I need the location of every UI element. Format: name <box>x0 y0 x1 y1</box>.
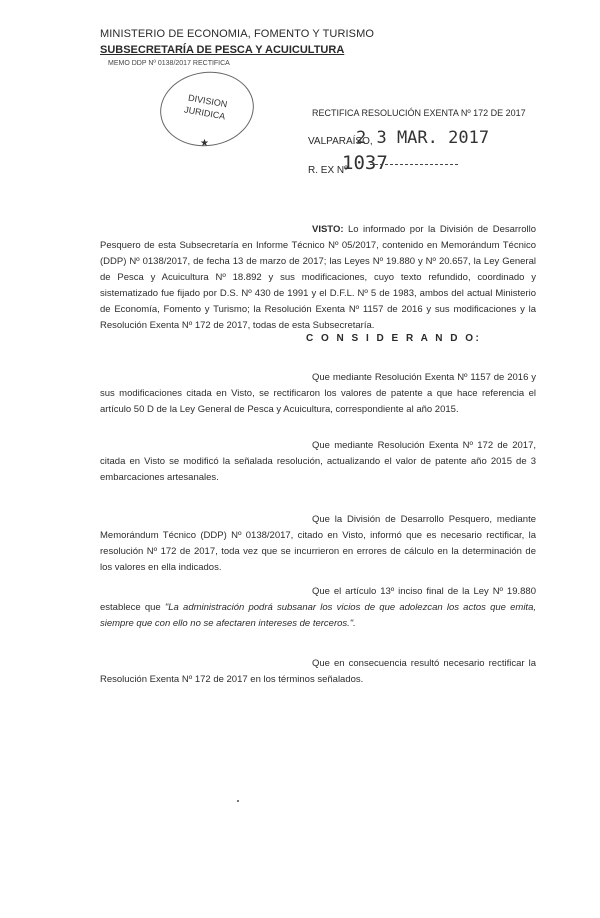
resolution-label: R. EX Nº <box>308 165 348 176</box>
stamp-star-icon: ★ <box>200 138 209 149</box>
document-title: RECTIFICA RESOLUCIÓN EXENTA Nº 172 DE 2017 <box>312 108 526 118</box>
considerando-heading: C O N S I D E R A N D O: <box>306 333 482 344</box>
scan-speck <box>237 800 239 802</box>
resolution-number: 1037 <box>342 152 388 174</box>
visto-label: VISTO: <box>312 224 344 235</box>
subsecretaria-heading: SUBSECRETARÍA DE PESCA Y ACUICULTURA <box>100 44 345 56</box>
ministry-heading: MINISTERIO DE ECONOMIA, FOMENTO Y TURISMO <box>100 28 375 40</box>
p4-quote: "La administración podrá subsanar los vicios de que adolezcan los actos que emita, siempre que con ello no se afectaren intereses de terceros.". <box>100 602 536 629</box>
considerando-paragraph-1: Que mediante Resolución Exenta Nº 1157 de 2016 y sus modificaciones citada en Visto, se rectificaron los valores de patente a que hace referencia el artículo 50 D de la Ley General de Pesca y Acuicultura, correspondiente al año 2015. <box>100 372 536 415</box>
visto-text: Lo informado por la División de Desarrollo Pesquero de esta Subsecretaría en Informe Técnico Nº 05/2017, contenido en Memorándum Técnico (DDP) Nº 0138/2017, de fecha 13 de marzo de 2017; las Leyes Nº 19.880 y Nº 20.657, la Ley General de Pesca y Acuicultura Nº 18.892 y sus modificaciones, cuyo texto refundido, coordinado y sistematizado fue fijado por D.S. Nº 430 de 1991 y el D.F.L. Nº 5 de 1983, ambos del actual Ministerio de Economía, Fomento y Turismo; la Resolución Exenta Nº 1157 de 2016 y sus modificaciones y la Resolución Exenta Nº 172 de 2017, todas de esta Subsecretaría. <box>100 224 536 331</box>
stamp-line-1: DIVISION <box>187 92 229 110</box>
considerando-paragraph-3: Que la División de Desarrollo Pesquero, mediante Memorándum Técnico (DDP) Nº 0138/2017, citado en Visto, informó que es necesario rectificar, la resolución Nº 172 de 2017, toda vez que se incurrieron en errores de cálculo en la determinación de los valores en ella indicados. <box>100 514 536 573</box>
considerando-paragraph-2: Que mediante Resolución Exenta Nº 172 de 2017, citada en Visto se modificó la señalada resolución, actualizando el valor de patente año 2015 de 3 embarcaciones artesanales. <box>100 440 536 483</box>
resolution-underline <box>370 164 458 165</box>
considerando-paragraph-5: Que en consecuencia resultó necesario rectificar la Resolución Exenta Nº 172 de 2017 en los términos señalados. <box>100 658 536 685</box>
considerando-paragraph-4 <box>100 584 536 632</box>
stamp-line-2: JURIDICA <box>183 104 227 122</box>
visto-paragraph <box>100 222 536 334</box>
p4-intro: Que el artículo 13º inciso final de la Ley Nº 19.880 establece que <box>100 586 536 613</box>
memo-reference: MEMO DDP Nº 0138/2017 RECTIFICA <box>108 60 230 67</box>
date-stamp: 2 3 MAR. 2017 <box>356 128 490 148</box>
place-label: VALPARAÍSO, <box>308 136 373 147</box>
